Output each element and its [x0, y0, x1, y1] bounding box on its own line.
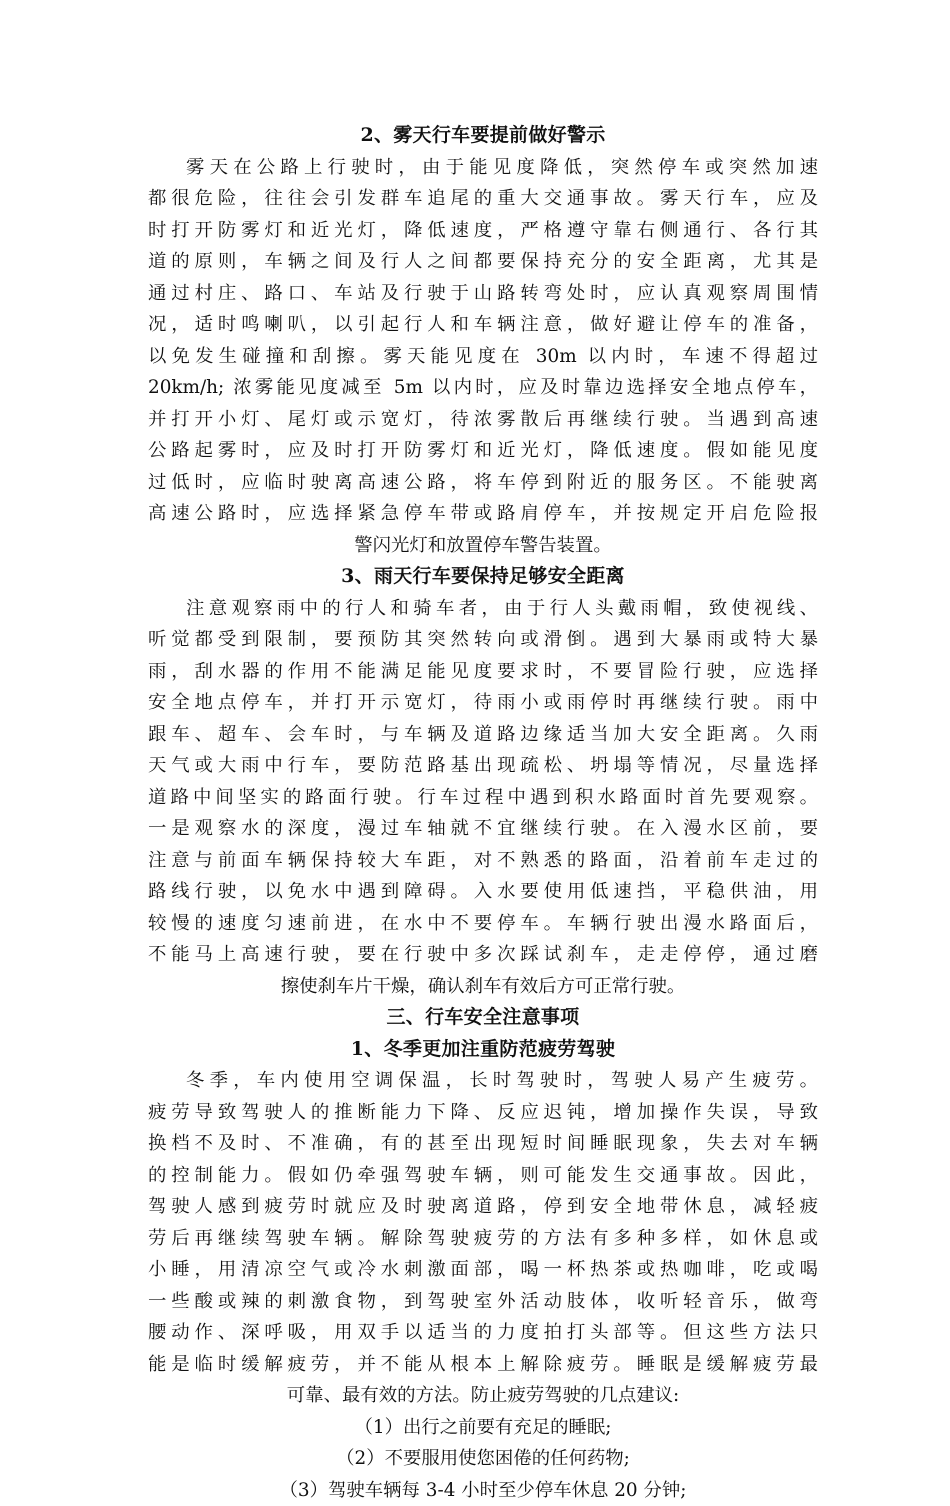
paragraph-line: 换档不及时、不准确，有的甚至出现短时间睡眠现象，失去对车辆 — [148, 1128, 818, 1160]
paragraph-line: 以免发生碰撞和刮擦。雾天能见度在 30m 以内时，车速不得超过 — [148, 341, 818, 373]
section-heading: 三、行车安全注意事项 — [148, 1002, 818, 1034]
paragraph-line: 况，适时鸣喇叭，以引起行人和车辆注意，做好避让停车的准备， — [148, 309, 818, 341]
paragraph-line: 擦使刹车片干燥，确认刹车有效后方可正常行驶。 — [148, 971, 818, 1003]
paragraph-line: 道路中间坚实的路面行驶。行车过程中遇到积水路面时首先要观察。 — [148, 782, 818, 814]
paragraph-line: 道的原则，车辆之间及行人之间都要保持充分的安全距离，尤其是 — [148, 246, 818, 278]
paragraph-line: 安全地点停车，并打开示宽灯，待雨小或雨停时再继续行驶。雨中 — [148, 687, 818, 719]
paragraph-line: 都很危险，往往会引发群车追尾的重大交通事故。雾天行车，应及 — [148, 183, 818, 215]
paragraph-line: （3）驾驶车辆每 3-4 小时至少停车休息 20 分钟; — [148, 1475, 818, 1506]
section-heading: 2、雾天行车要提前做好警示 — [148, 120, 818, 152]
paragraph-line: 注意与前面车辆保持较大车距，对不熟悉的路面，沿着前车走过的 — [148, 845, 818, 877]
paragraph-line: 劳后再继续驾驶车辆。解除驾驶疲劳的方法有多种多样，如休息或 — [148, 1223, 818, 1255]
paragraph-first-line: 冬季，车内使用空调保温，长时驾驶时，驾驶人易产生疲劳。 — [148, 1065, 818, 1097]
paragraph-line: 较慢的速度匀速前进，在水中不要停车。车辆行驶出漫水路面后， — [148, 908, 818, 940]
paragraph-line: 时打开防雾灯和近光灯，降低速度，严格遵守靠右侧通行、各行其 — [148, 215, 818, 247]
paragraph-line: 过低时，应临时驶离高速公路，将车停到附近的服务区。不能驶离 — [148, 467, 818, 499]
paragraph-line: 一些酸或辣的刺激食物，到驾驶室外活动肢体，收听轻音乐，做弯 — [148, 1286, 818, 1318]
paragraph-line: 疲劳导致驾驶人的推断能力下降、反应迟钝，增加操作失误，导致 — [148, 1097, 818, 1129]
paragraph-line: 并打开小灯、尾灯或示宽灯，待浓雾散后再继续行驶。当遇到高速 — [148, 404, 818, 436]
document-body — [148, 120, 818, 1506]
paragraph-line: 驾驶人感到疲劳时就应及时驶离道路，停到安全地带休息，减轻疲 — [148, 1191, 818, 1223]
paragraph-line: 一是观察水的深度，漫过车轴就不宜继续行驶。在入漫水区前，要 — [148, 813, 818, 845]
paragraph-line: 20km/h; 浓雾能见度减至 5m 以内时，应及时靠边选择安全地点停车， — [148, 372, 818, 404]
paragraph-line: 可靠、最有效的方法。防止疲劳驾驶的几点建议: — [148, 1380, 818, 1412]
paragraph-line: 小睡，用清凉空气或冷水刺激面部，喝一杯热茶或热咖啡，吃或喝 — [148, 1254, 818, 1286]
paragraph-line: 腰动作、深呼吸，用双手以适当的力度拍打头部等。但这些方法只 — [148, 1317, 818, 1349]
paragraph-line: 跟车、超车、会车时，与车辆及道路边缘适当加大安全距离。久雨 — [148, 719, 818, 751]
paragraph-first-line: 雾天在公路上行驶时，由于能见度降低，突然停车或突然加速 — [148, 152, 818, 184]
paragraph-first-line: 注意观察雨中的行人和骑车者，由于行人头戴雨帽，致使视线、 — [148, 593, 818, 625]
section-heading: 3、雨天行车要保持足够安全距离 — [148, 561, 818, 593]
paragraph-line: 的控制能力。假如仍牵强驾驶车辆，则可能发生交通事故。因此， — [148, 1160, 818, 1192]
section-heading: 1、冬季更加注重防范疲劳驾驶 — [148, 1034, 818, 1066]
paragraph-line: 警闪光灯和放置停车警告装置。 — [148, 530, 818, 562]
paragraph-line: （1）出行之前要有充足的睡眠; — [148, 1412, 818, 1444]
paragraph-line: 通过村庄、路口、车站及行驶于山路转弯处时，应认真观察周围情 — [148, 278, 818, 310]
paragraph-line: （2）不要服用使您困倦的任何药物; — [148, 1443, 818, 1475]
paragraph-line: 高速公路时，应选择紧急停车带或路肩停车，并按规定开启危险报 — [148, 498, 818, 530]
paragraph-line: 不能马上高速行驶，要在行驶中多次踩试刹车，走走停停，通过磨 — [148, 939, 818, 971]
paragraph-line: 能是临时缓解疲劳，并不能从根本上解除疲劳。睡眠是缓解疲劳最 — [148, 1349, 818, 1381]
paragraph-line: 路线行驶，以免水中遇到障碍。入水要使用低速挡，平稳供油，用 — [148, 876, 818, 908]
paragraph-line: 听觉都受到限制，要预防其突然转向或滑倒。遇到大暴雨或特大暴 — [148, 624, 818, 656]
paragraph-line: 公路起雾时，应及时打开防雾灯和近光灯，降低速度。假如能见度 — [148, 435, 818, 467]
paragraph-line: 天气或大雨中行车，要防范路基出现疏松、坍塌等情况，尽量选择 — [148, 750, 818, 782]
paragraph-line: 雨，刮水器的作用不能满足能见度要求时，不要冒险行驶，应选择 — [148, 656, 818, 688]
